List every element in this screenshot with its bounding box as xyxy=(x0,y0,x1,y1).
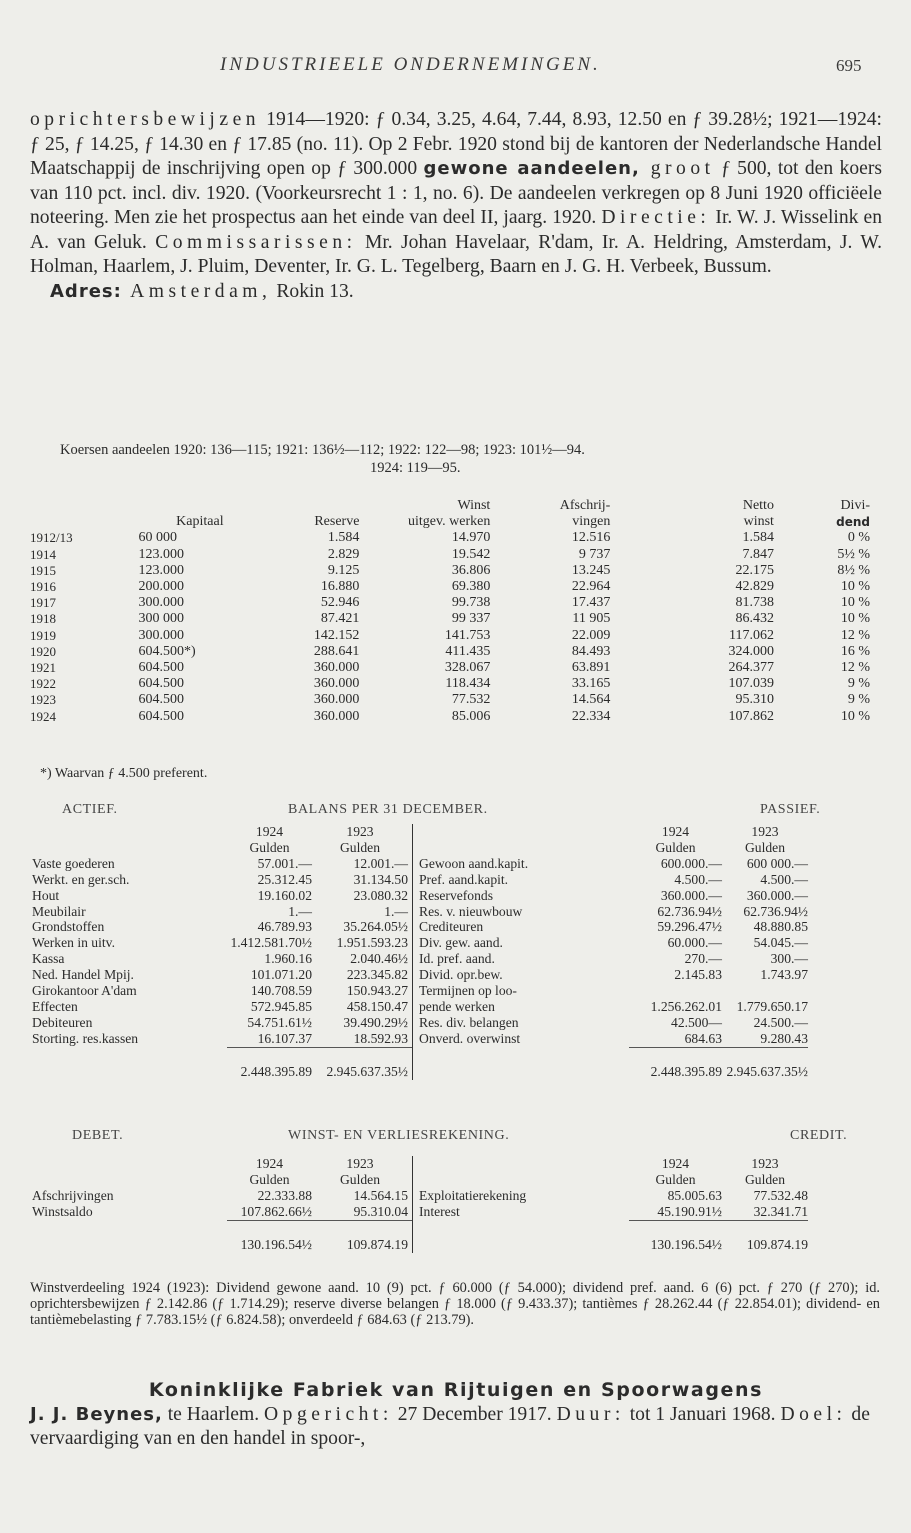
duur-label: Duur: xyxy=(556,1403,625,1425)
header-cell xyxy=(109,498,262,514)
value-b: 39.490.29½ xyxy=(312,1015,413,1031)
total-b: 2.945.637.35½ xyxy=(312,1047,413,1079)
debit-label: Debiteuren xyxy=(32,1014,93,1030)
credit-label: Gewoon aand.kapit. xyxy=(419,855,529,871)
totals-row xyxy=(32,1220,808,1252)
debit-label: Werkt. en ger.sch. xyxy=(32,871,130,887)
reserve-cell: 16.880 xyxy=(320,579,360,595)
credit-label: Interest xyxy=(419,1203,460,1219)
table-row xyxy=(30,611,870,627)
table-row xyxy=(32,856,808,872)
year-label: 1923 xyxy=(751,824,779,839)
afschrijving-cell: 22.009 xyxy=(571,627,611,643)
share-prices-line-2: 1924: 119—95. xyxy=(370,460,461,476)
total-a: 2.448.395.89 xyxy=(227,1047,312,1079)
debit-label: Ned. Handel Mpij. xyxy=(32,967,134,983)
value-b: 1.951.593.23 xyxy=(312,935,413,951)
results-footnote: *) Waarvan ƒ 4.500 preferent. xyxy=(40,766,208,781)
year-cell: 1914 xyxy=(30,546,56,562)
reserve-cell: 87.421 xyxy=(320,611,360,627)
year-label: 1924 xyxy=(255,1156,284,1171)
gewone-aandeelen-term: gewone aandeelen, xyxy=(423,158,640,179)
unit-label: Gulden xyxy=(312,840,413,856)
winst-cell: 69.380 xyxy=(451,579,491,595)
table-row xyxy=(32,888,808,904)
year-cell: 1924 xyxy=(30,708,56,724)
value-b: 12.001.— xyxy=(312,856,413,872)
opgericht-text: 27 December 1917. xyxy=(392,1403,557,1425)
afschrijving-cell: 33.165 xyxy=(571,676,611,692)
table-row xyxy=(32,1031,808,1047)
table-row xyxy=(32,872,808,888)
reserve-cell: 288.641 xyxy=(313,643,360,659)
value-b: 48.880.85 xyxy=(753,919,808,935)
year-cell: 1921 xyxy=(30,660,56,676)
doel-label: Doel: xyxy=(780,1403,847,1425)
afschrijving-cell: 14.564 xyxy=(571,692,611,708)
netto-winst-cell: 22.175 xyxy=(735,562,774,578)
year-label: 1923 xyxy=(751,1156,779,1171)
debit-label: Grondstoffen xyxy=(32,919,105,935)
page-number: 695 xyxy=(836,56,862,75)
table-row xyxy=(30,709,870,725)
table-row xyxy=(32,967,808,983)
dividend-cell: 8½ % xyxy=(837,562,870,578)
dividend-cell: 16 % xyxy=(840,643,870,659)
balans-title: BALANS PER 31 DECEMBER. xyxy=(288,802,488,817)
value-a: 572.945.85 xyxy=(250,998,312,1014)
value-b: 1.— xyxy=(312,904,413,920)
company-owner: J. J. Beynes, xyxy=(30,1403,163,1425)
value-b: 18.592.93 xyxy=(312,1031,413,1047)
credit-label: Termijnen op loo- xyxy=(419,983,517,999)
table-row xyxy=(32,951,808,967)
year-cell: 1923 xyxy=(30,692,56,708)
year-cell: 1917 xyxy=(30,595,56,611)
dividend-cell: 9 % xyxy=(847,676,870,692)
value-a: 25.312.45 xyxy=(257,871,312,887)
netto-winst-cell: 86.432 xyxy=(735,611,774,627)
value-b: 360.000.— xyxy=(746,887,808,903)
value-a: 60.000.— xyxy=(667,935,722,951)
afschrijving-cell: 22.964 xyxy=(571,579,611,595)
netto-winst-cell: 107.039 xyxy=(728,676,774,692)
winst-cell: 99.738 xyxy=(451,595,491,611)
year-cell: 1912/13 xyxy=(30,530,73,546)
dividend-cell: 10 % xyxy=(840,611,870,627)
winst-cell: 85.006 xyxy=(451,708,491,724)
value-b: 2.040.46½ xyxy=(312,951,413,967)
netto-winst-cell: 1.584 xyxy=(742,530,774,546)
table-row xyxy=(32,1188,808,1204)
balance-sheet xyxy=(32,824,808,1080)
winst-cell: 77.532 xyxy=(451,692,491,708)
reserve-cell: 360.000 xyxy=(313,660,360,676)
value-b: 32.341.71 xyxy=(753,1203,808,1219)
value-a: 59.296.47½ xyxy=(657,919,722,935)
year-cell: 1920 xyxy=(30,643,56,659)
totals-spacer xyxy=(413,1220,630,1252)
value-b: 31.134.50 xyxy=(312,872,413,888)
groot-term: groot xyxy=(639,158,715,179)
afschrijving-cell: 13.245 xyxy=(571,562,611,578)
share-prices xyxy=(60,441,890,477)
netto-winst-cell: 42.829 xyxy=(735,579,774,595)
table-row xyxy=(32,1015,808,1031)
dividend-cell: 5½ % xyxy=(837,546,870,562)
winst-cell: 411.435 xyxy=(445,643,491,659)
total-b: 109.874.19 xyxy=(312,1220,413,1252)
value-b: 77.532.48 xyxy=(753,1187,808,1203)
page-header xyxy=(0,54,911,84)
unit-label: Gulden xyxy=(249,1171,290,1187)
table-row xyxy=(30,628,870,644)
profit-loss-account xyxy=(32,1156,808,1253)
value-a: 140.708.59 xyxy=(250,983,312,999)
total-a: 130.196.54½ xyxy=(629,1220,722,1252)
header-cell: Netto xyxy=(742,498,774,513)
afschrijving-cell: 17.437 xyxy=(571,595,611,611)
table-row xyxy=(30,660,870,676)
credit-label: Res. v. nieuwbouw xyxy=(419,903,523,919)
credit-label: Crediteuren xyxy=(419,919,484,935)
afschrijving-cell: 12.516 xyxy=(571,530,611,546)
balans-unit-row xyxy=(32,840,808,856)
reserve-cell: 360.000 xyxy=(313,676,360,692)
wv-debet-title: DEBET. xyxy=(72,1128,124,1143)
table-row xyxy=(30,547,870,563)
winst-cell: 14.970 xyxy=(451,530,491,546)
netto-winst-cell: 264.377 xyxy=(728,660,774,676)
value-b: 4.500.— xyxy=(760,871,808,887)
year-cell: 1916 xyxy=(30,579,56,595)
kapitaal-cell: 123.000 xyxy=(138,546,185,562)
kapitaal-cell: 123.000 xyxy=(138,562,185,578)
header-cell: Afschrij- xyxy=(559,498,611,513)
value-b: 600 000.— xyxy=(746,855,808,871)
totals-spacer xyxy=(413,1047,630,1079)
value-a: 4.500.— xyxy=(674,871,722,887)
debit-label: Afschrijvingen xyxy=(32,1187,114,1203)
totals-row xyxy=(32,1047,808,1079)
unit-label: Gulden xyxy=(655,1171,696,1187)
table-row xyxy=(32,999,808,1015)
year-cell: 1922 xyxy=(30,676,56,692)
kapitaal-cell: 604.500 xyxy=(138,692,185,708)
dividend-cell: 10 % xyxy=(840,595,870,611)
year-label: 1924 xyxy=(661,824,690,839)
header-cell xyxy=(30,514,109,530)
running-title: INDUSTRIEELE ONDERNEMINGEN. xyxy=(220,54,601,75)
value-a: 1.412.581.70½ xyxy=(230,935,312,951)
netto-winst-cell: 117.062 xyxy=(728,627,774,643)
total-a: 130.196.54½ xyxy=(227,1220,312,1252)
company-location: te Haarlem. xyxy=(162,1403,265,1425)
value-b: 14.564.15 xyxy=(312,1188,413,1204)
wv-title: WINST- EN VERLIESREKENING. xyxy=(288,1128,510,1143)
reserve-cell: 360.000 xyxy=(313,692,360,708)
duur-text: tot 1 Januari 1968. xyxy=(624,1403,781,1425)
netto-winst-cell: 107.862 xyxy=(728,708,774,724)
table-row xyxy=(32,919,808,935)
table-row xyxy=(30,579,870,595)
winst-cell: 19.542 xyxy=(451,546,491,562)
value-b: 9.280.43 xyxy=(760,1030,808,1046)
unit-label: Gulden xyxy=(312,1172,413,1188)
kapitaal-cell: 604.500 xyxy=(138,660,185,676)
year-label: 1924 xyxy=(255,824,284,839)
credit-label: Res. div. belangen xyxy=(419,1014,519,1030)
value-b: 35.264.05½ xyxy=(312,919,413,935)
afschrijving-cell: 84.493 xyxy=(571,643,611,659)
reserve-cell: 52.946 xyxy=(320,595,360,611)
table-row xyxy=(30,530,870,546)
afschrijving-cell: 63.891 xyxy=(571,660,611,676)
debit-label: Meubilair xyxy=(32,903,86,919)
afschrijving-cell: 9 737 xyxy=(578,546,611,562)
debit-label: Effecten xyxy=(32,998,78,1014)
kapitaal-cell: 200.000 xyxy=(138,579,185,595)
debit-label: Werken in uitv. xyxy=(32,935,115,951)
reserve-cell: 1.584 xyxy=(327,530,360,546)
debit-label: Winstsaldo xyxy=(32,1203,93,1219)
netto-winst-cell: 7.847 xyxy=(742,546,774,562)
totals-spacer xyxy=(32,1220,227,1252)
value-a: 85.005.63 xyxy=(667,1187,722,1203)
winst-cell: 99 337 xyxy=(451,611,491,627)
company-entry xyxy=(30,1378,882,1452)
credit-label: Onverd. overwinst xyxy=(419,1031,521,1047)
winst-cell: 141.753 xyxy=(444,627,491,643)
value-a: 45.190.91½ xyxy=(657,1203,722,1219)
value-a: 16.107.37 xyxy=(257,1030,312,1046)
value-a: 2.145.83 xyxy=(674,967,722,983)
unit-label: Gulden xyxy=(249,839,290,855)
kapitaal-cell: 60 000 xyxy=(138,530,178,546)
results-header-top xyxy=(30,498,870,514)
value-a: 57.001.— xyxy=(257,855,312,871)
commissarissen-label: Commissarissen: xyxy=(155,231,357,253)
oprichtersbewijzen-term: oprichtersbewijzen xyxy=(30,109,261,130)
header-cell xyxy=(30,498,109,514)
reserve-cell: 9.125 xyxy=(327,562,360,578)
header-cell: Winst xyxy=(457,498,491,513)
adres-label: Adres: xyxy=(50,280,122,302)
value-a: 54.751.61½ xyxy=(247,1014,312,1030)
winst-cell: 328.067 xyxy=(444,660,491,676)
value-b: 1.743.97 xyxy=(760,967,808,983)
intro-text-2: ƒ 500, tot den koers van 110 pct. incl. div. 1920. (Voorkeursrecht 1 : 1, no. 6). De aandeelen verkregen op 8 Juni 1920 officiëele noteering. Men zie het prospectus aan het einde van deel II, jaarg. 1920. xyxy=(30,158,882,228)
value-b: 24.500.— xyxy=(753,1014,808,1030)
value-a: 19.160.02 xyxy=(257,887,312,903)
share-prices-line-1: Koersen aandeelen 1920: 136—115; 1921: 136½—112; 1922: 122—98; 1923: 101½—94. xyxy=(60,442,585,458)
netto-winst-cell: 324.000 xyxy=(728,643,774,659)
profit-distribution: Winstverdeeling 1924 (1923): Dividend gewone aand. 10 (9) pct. ƒ 60.000 (ƒ 54.000); dividend pref. aand. 6 (6) pct. ƒ 270 (ƒ 270); id. oprichtersbewijzen ƒ 2.142.86 (ƒ 1.714.29); reserve diverse belangen ƒ 18.000 (ƒ 9.433.37); tantièmes ƒ 28.262.44 (ƒ 22.854.01); dividend- en tantièmebelasting ƒ 7.783.15½ (ƒ 6.824.58); onverdeeld ƒ 684.63 (ƒ 213.79). xyxy=(30,1280,880,1328)
year-cell: 1919 xyxy=(30,627,56,643)
intro-paragraph xyxy=(30,108,882,304)
table-row xyxy=(30,692,870,708)
credit-label: Id. pref. aand. xyxy=(419,951,495,967)
table-row xyxy=(30,595,870,611)
afschrijving-cell: 11 905 xyxy=(572,611,611,627)
unit-label: Gulden xyxy=(744,839,786,855)
value-b: 54.045.— xyxy=(753,935,808,951)
credit-label: Div. gew. aand. xyxy=(419,935,503,951)
debit-label: Storting. res.kassen xyxy=(32,1031,139,1047)
directie-text: Ir. W. J. Wisselink en A. van Geluk. xyxy=(30,207,883,253)
value-b: 23.080.32 xyxy=(312,888,413,904)
debit-label: Vaste goederen xyxy=(32,855,115,871)
opgericht-label: Opgericht: xyxy=(264,1403,393,1425)
value-a: 101.071.20 xyxy=(250,967,312,983)
header-cell: vingen xyxy=(572,514,611,530)
header-cell: Divi- xyxy=(840,498,870,513)
year-cell: 1918 xyxy=(30,611,56,627)
year-label: 1923 xyxy=(312,824,413,840)
value-a: 600.000.— xyxy=(660,855,722,871)
reserve-cell: 142.152 xyxy=(313,627,360,643)
value-a: 1.— xyxy=(288,903,312,919)
value-b xyxy=(722,983,808,999)
winst-cell: 118.434 xyxy=(445,676,491,692)
header-cell: winst xyxy=(743,514,774,530)
header-cell: dend xyxy=(836,515,870,530)
value-a: 1.960.16 xyxy=(264,951,312,967)
kapitaal-cell: 300.000 xyxy=(138,595,185,611)
value-b: 62.736.94½ xyxy=(743,903,808,919)
value-a: 684.63 xyxy=(684,1030,722,1046)
value-a: 1.256.262.01 xyxy=(650,998,722,1014)
doel-text: de vervaardiging van en den handel in spoor-, xyxy=(30,1403,870,1449)
table-row xyxy=(32,935,808,951)
balans-passief-title: PASSIEF. xyxy=(760,802,821,817)
value-a: 270.— xyxy=(684,951,722,967)
credit-label: Divid. opr.bew. xyxy=(419,967,503,983)
dividend-cell: 10 % xyxy=(840,708,870,724)
adres-city: Amsterdam, xyxy=(121,280,272,302)
debit-label: Hout xyxy=(32,887,60,903)
reserve-cell: 2.829 xyxy=(327,546,360,562)
value-b: 150.943.27 xyxy=(312,983,413,999)
table-row xyxy=(30,563,870,579)
netto-winst-cell: 95.310 xyxy=(735,692,774,708)
wv-unit-row xyxy=(32,1172,808,1188)
total-a: 2.448.395.89 xyxy=(629,1047,722,1079)
credit-label: Pref. aand.kapit. xyxy=(419,871,509,887)
unit-label: Gulden xyxy=(655,839,696,855)
company-name: Koninklijke Fabriek van Rijtuigen en Spoorwagens xyxy=(148,1379,764,1401)
table-row xyxy=(32,904,808,920)
value-a: 62.736.94½ xyxy=(657,903,722,919)
intro-text-1: 1914—1920: ƒ 0.34, 3.25, 4.64, 7.44, 8.93, 12.50 en ƒ 39.28½; 1921—1924: ƒ 25, ƒ 14.25, ƒ 14.30 en ƒ 17.85 (no. 11). Op 2 Febr. 1920 stond bij de kantoren der Nederlandsche Handel Maatschappij de inschrijving open op ƒ 300.000 xyxy=(30,109,882,179)
winst-cell: 36.806 xyxy=(451,562,491,578)
table-row xyxy=(30,644,870,660)
year-cell: 1915 xyxy=(30,562,56,578)
wv-year-row xyxy=(32,1156,808,1172)
dividend-cell: 0 % xyxy=(847,530,870,546)
dividend-cell: 10 % xyxy=(840,579,870,595)
table-row xyxy=(30,676,870,692)
wv-credit-title: CREDIT. xyxy=(790,1128,848,1143)
reserve-cell: 360.000 xyxy=(313,708,360,724)
value-b: 1.779.650.17 xyxy=(736,998,808,1014)
header-cell: Reserve xyxy=(314,514,360,530)
kapitaal-cell: 300 000 xyxy=(138,611,185,627)
total-b: 109.874.19 xyxy=(722,1220,808,1252)
debit-label: Girokantoor A'dam xyxy=(32,983,137,999)
value-b: 458.150.47 xyxy=(312,999,413,1015)
kapitaal-cell: 604.500*) xyxy=(138,643,196,659)
dividend-cell: 12 % xyxy=(840,627,870,643)
year-label: 1924 xyxy=(661,1156,690,1171)
dividend-cell: 12 % xyxy=(840,660,870,676)
kapitaal-cell: 604.500 xyxy=(138,708,185,724)
value-b: 223.345.82 xyxy=(312,967,413,983)
netto-winst-cell: 81.738 xyxy=(735,595,774,611)
total-b: 2.945.637.35½ xyxy=(722,1047,808,1079)
value-a xyxy=(629,983,722,999)
value-a: 22.333.88 xyxy=(257,1187,312,1203)
kapitaal-cell: 300.000 xyxy=(138,627,185,643)
value-a: 42.500— xyxy=(671,1014,722,1030)
header-cell: uitgev. werken xyxy=(408,514,491,530)
afschrijving-cell: 22.334 xyxy=(571,708,611,724)
header-cell xyxy=(261,498,359,514)
unit-label: Gulden xyxy=(744,1171,786,1187)
directie-label: Directie: xyxy=(601,207,711,228)
value-a: 46.789.93 xyxy=(257,919,312,935)
credit-label: pende werken xyxy=(419,998,495,1014)
totals-spacer xyxy=(32,1047,227,1079)
adres-text: Rokin 13. xyxy=(271,280,354,302)
commissarissen-text: Mr. Johan Havelaar, R'dam, Ir. A. Heldring, Amsterdam, J. W. Holman, Haarlem, J. Pluim, Deventer, Ir. G. L. Tegelberg, Baarn en J. G. H. Verbeek, Bussum. xyxy=(30,231,882,277)
balans-year-row xyxy=(32,824,808,840)
balans-actief-title: ACTIEF. xyxy=(62,802,118,817)
debit-label: Kassa xyxy=(32,951,65,967)
value-b: 95.310.04 xyxy=(312,1204,413,1220)
value-b: 300.— xyxy=(770,951,808,967)
table-row xyxy=(32,1204,808,1220)
year-label: 1923 xyxy=(312,1156,413,1172)
dividend-cell: 9 % xyxy=(847,692,870,708)
kapitaal-cell: 604.500 xyxy=(138,676,185,692)
results-header-bottom xyxy=(30,514,870,530)
value-a: 360.000.— xyxy=(660,887,722,903)
credit-label: Exploitatierekening xyxy=(419,1187,527,1203)
header-cell: Kapitaal xyxy=(176,514,224,530)
credit-label: Reservefonds xyxy=(419,887,493,903)
table-row xyxy=(32,983,808,999)
value-a: 107.862.66½ xyxy=(240,1203,312,1219)
results-table xyxy=(30,498,870,725)
